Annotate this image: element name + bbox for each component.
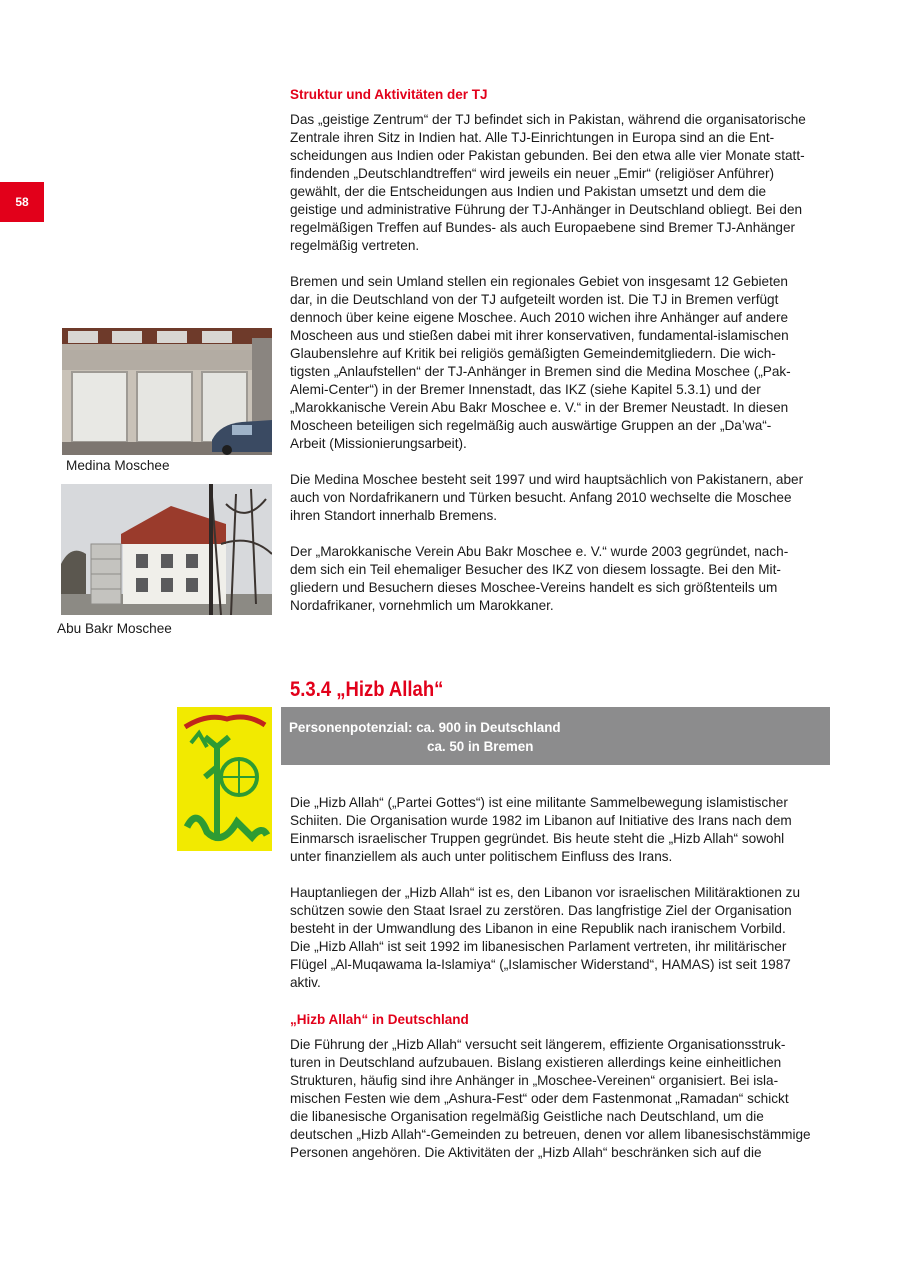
abu-bakr-mosque-photo xyxy=(61,484,272,615)
tj-paragraph-2: Bremen und sein Umland stellen ein regionales Gebiet von insgesamt 12 Gebieten dar, in die Deutschland von der TJ aufgeteilt worden ist. Die TJ in Bremen verfügt dennoch über keine eigene Moschee. Auch 2010 wichen ihre Anhänger auf andere Moscheen aus und stießen dabei mit ihrer konservativen, fundamental-islamischen Glaubenslehre auf Kritik bei religiös gemäßigten Gemeindemitgliedern. Die wich- tigsten „Anlaufstellen“ der TJ-Anhänger in Bremen sind die Medina Moschee („Pak- Alemi-Center“) in der Bremer Innenstadt, das IKZ (siehe Kapitel 5.3.1) und der „Marokkanische Verein Abu Bakr Moschee e. V.“ in der Bremer Neustadt. In diesen Moscheen beteiligen sich regelmäßig auch auswärtige Gruppen an der „Da’wa“- Arbeit (Missionierungsarbeit). xyxy=(290,274,791,451)
tj-paragraph-4: Der „Marokkanische Verein Abu Bakr Moschee e. V.“ wurde 2003 gegründet, nach- dem sich ein Teil ehemaliger Besucher des IKZ von diesem lossagte. Bei den Mit- gliedern und Besuchern dieses Moschee-Vereins handelt es sich größtenteils um Nordafrikaner, vornehmlich um Marokkaner. xyxy=(290,544,789,613)
hizb-paragraph-1: Die „Hizb Allah“ („Partei Gottes“) ist eine militante Sammelbewegung islamistischer Schiiten. Die Organisation wurde 1982 im Libanon auf Initiative des Irans nach dem Einmarsch israelischer Truppen gegründet. Bis heute steht die „Hizb Allah“ sowohl unter finanziellem als auch unter politischem Einfluss des Irans. xyxy=(290,795,792,864)
hizb-paragraph-2: Hauptanliegen der „Hizb Allah“ ist es, den Libanon vor israelischen Militäraktionen zu schützen sowie den Staat Israel zu zerstören. Das langfristige Ziel der Organisation besteht in der Umwandlung des Libanon in eine Republik nach iranischem Vorbild. Die „Hizb Allah“ ist seit 1992 im libanesischen Parlament vertreten, ihr militärischer Flügel „Al-Muqawama la-Islamiya“ („Islamischer Widerstand“, HAMAS) ist seit 1987 aktiv. xyxy=(290,885,801,990)
medina-mosque-caption: Medina Moschee xyxy=(66,458,170,473)
potential-line-1: Personenpotenzial: ca. 900 in Deutschland xyxy=(289,720,561,735)
tj-paragraph-3: Die Medina Moschee besteht seit 1997 und wird hauptsächlich von Pakistanern, aber auch von Nordafrikanern und Türken besucht. Anfang 2010 wechselte die Moschee ihren Standort innerhalb Bremens. xyxy=(290,472,804,523)
page-number: 58 xyxy=(15,195,29,209)
tj-section xyxy=(290,87,835,615)
hizb-deutschland-paragraph: Die Führung der „Hizb Allah“ versucht seit längerem, effiziente Organisationsstruk- turen in Deutschland aufzubauen. Bislang existieren allerdings keine einheitlichen Strukturen, häufig sind ihre Anhänger in „Moschee-Vereinen“ organisiert. Bei isla- mischen Festen wie dem „Ashura-Fest“ oder dem Fastenmonat „Ramadan“ schickt die libanesische Organisation regelmäßig Geistliche nach Deutschland, um die deutschen „Hizb Allah“-Gemeinden zu betreuen, denen vor allem libanesischstämmige Personen angehören. Die Aktivitäten der „Hizb Allah“ beschränken sich auf die xyxy=(290,1037,811,1160)
abu-bakr-mosque-caption: Abu Bakr Moschee xyxy=(57,621,172,636)
medina-mosque-photo xyxy=(62,328,272,455)
hizb-allah-section xyxy=(290,794,835,1162)
section-heading-hizb-allah: 5.3.4 „Hizb Allah“ xyxy=(290,678,444,701)
tj-paragraph-1: Das „geistige Zentrum“ der TJ befindet sich in Pakistan, während die organisatorische Zentrale ihren Sitz in Indien hat. Alle TJ-Einrichtungen in Europa sind an die Ent- scheidungen aus Indien oder Pakistan gebunden. Bei den etwa alle vier Monate statt- findenden „Deutschlandtreffen“ wird jeweils ein neuer „Emir“ (religiöser Anführer) gewählt, der die Entscheidungen aus Indien und Pakistan umsetzt und dem die geistige und administrative Führung der TJ-Anhänger in Deutschland obliegt. Bei den regelmäßigen Treffen auf Bundes- als auch Europaebene sind Bremer TJ-Anhänger regelmäßig vertreten. xyxy=(290,112,806,253)
section-heading-tj: Struktur und Aktivitäten der TJ xyxy=(290,87,488,102)
personenpotenzial-box xyxy=(281,707,830,765)
hizb-allah-flag-image xyxy=(177,707,272,851)
sub-heading-hizb-deutschland: „Hizb Allah“ in Deutschland xyxy=(290,1012,469,1027)
potential-line-2: ca. 50 in Bremen xyxy=(427,739,534,754)
page-number-tab xyxy=(0,182,44,222)
